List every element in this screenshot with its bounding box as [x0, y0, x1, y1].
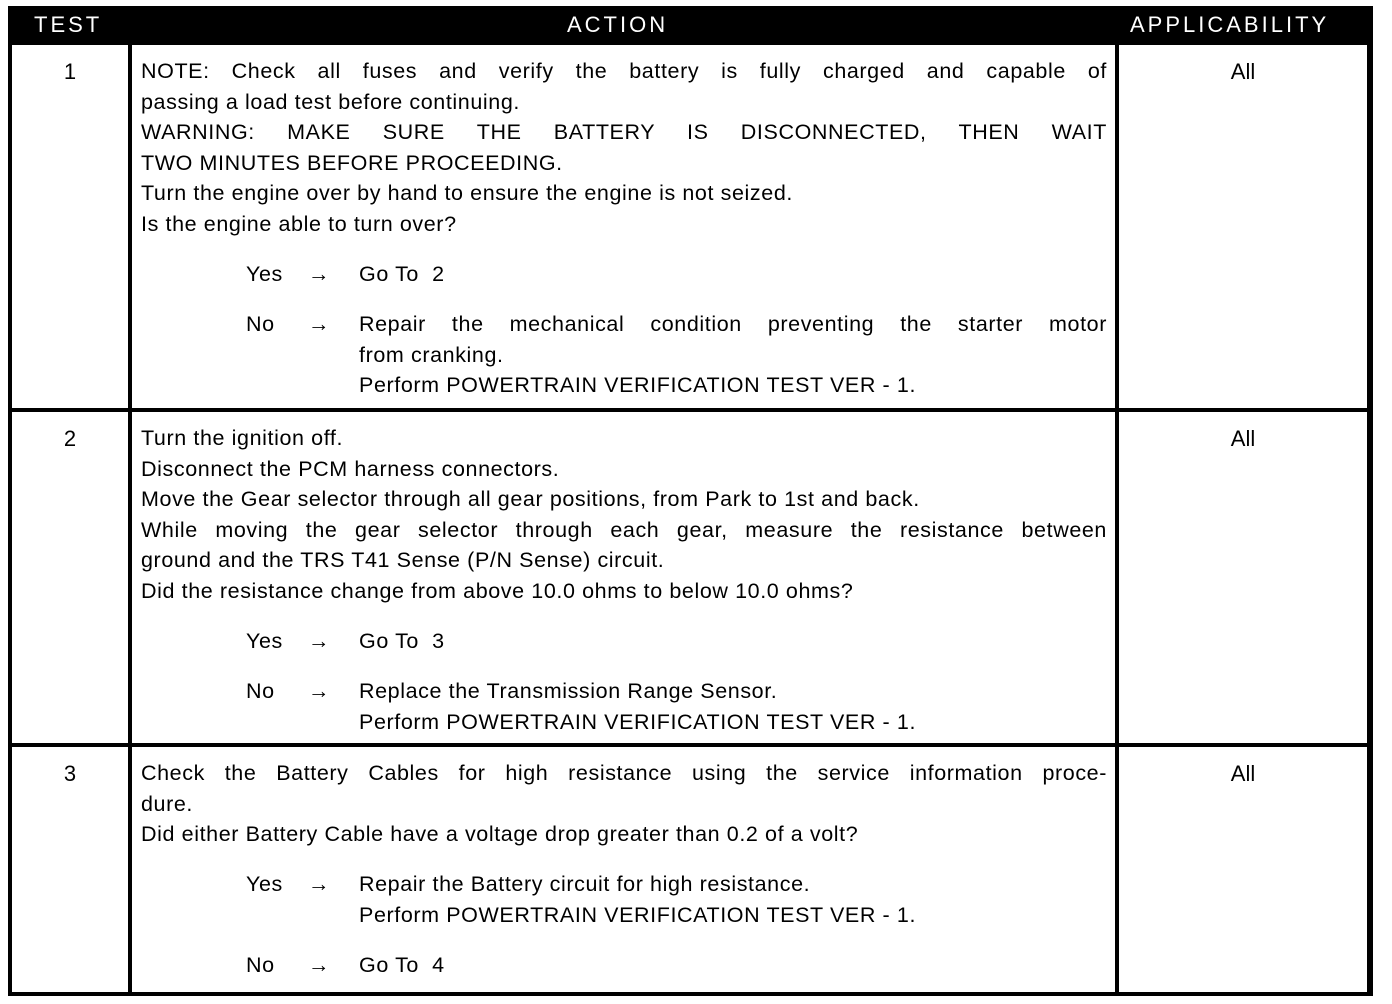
- applicability-cell: [1119, 747, 1367, 992]
- test-cell: [12, 45, 128, 408]
- arrow-icon: →: [308, 629, 331, 653]
- table-row: [8, 45, 1373, 412]
- action-line: Check the Battery Cables for high resistance using the service information proce-: [141, 761, 1107, 785]
- action-text: [141, 423, 1107, 606]
- no-label: No: [246, 953, 275, 977]
- yes-result: [359, 869, 1107, 930]
- arrow-icon: →: [308, 872, 331, 896]
- action-cell: [132, 747, 1115, 992]
- test-table: [8, 6, 1373, 996]
- applicability-value: All: [1230, 761, 1256, 786]
- yes-label: Yes: [246, 629, 283, 653]
- header-test: TEST: [34, 12, 103, 37]
- arrow-icon: →: [308, 312, 331, 336]
- action-line: TWO MINUTES BEFORE PROCEEDING.: [141, 150, 563, 175]
- action-text: [141, 56, 1107, 239]
- yes-result: Go To 2: [359, 262, 445, 286]
- header-action: ACTION: [567, 12, 669, 37]
- arrow-icon: →: [308, 953, 331, 977]
- action-line: Did either Battery Cable have a voltage drop greater than 0.2 of a volt?: [141, 822, 859, 846]
- applicability-cell: [1119, 412, 1367, 743]
- action-line: ground and the TRS T41 Sense (P/N Sense) circuit.: [141, 548, 665, 572]
- yes-label: Yes: [246, 872, 283, 896]
- action-line: Did the resistance change from above 10.0 ohms to below 10.0 ohms?: [141, 578, 854, 603]
- yes-label: Yes: [246, 262, 283, 286]
- table-row: [8, 412, 1373, 747]
- action-line: WARNING: MAKE SURE THE BATTERY IS DISCONNECTED, THEN WAIT: [141, 120, 1107, 144]
- no-label: No: [246, 679, 275, 703]
- table-row: [8, 747, 1373, 996]
- action-line: While moving the gear selector through each gear, measure the resistance between: [141, 517, 1107, 542]
- test-cell: [12, 412, 128, 743]
- result-line: Perform POWERTRAIN VERIFICATION TEST VER - 1.: [359, 373, 917, 397]
- action-text: [141, 758, 1107, 850]
- result-line: Repair the Battery circuit for high resistance.: [359, 872, 811, 896]
- result-line: from cranking.: [359, 342, 504, 367]
- action-cell: [132, 412, 1115, 743]
- arrow-icon: →: [308, 262, 331, 286]
- action-line: Turn the engine over by hand to ensure the engine is not seized.: [141, 181, 793, 205]
- table-header: [8, 6, 1373, 44]
- action-line: Move the Gear selector through all gear positions, from Park to 1st and back.: [141, 487, 920, 511]
- action-line: dure.: [141, 791, 194, 816]
- applicability-cell: [1119, 45, 1367, 408]
- test-number: 3: [63, 761, 77, 786]
- action-line: Is the engine able to turn over?: [141, 211, 457, 236]
- header-applicability: APPLICABILITY: [1130, 12, 1330, 37]
- action-line: NOTE: Check all fuses and verify the battery is fully charged and capable of: [141, 59, 1107, 83]
- result-line: Perform POWERTRAIN VERIFICATION TEST VER - 1.: [359, 902, 917, 927]
- action-line: Turn the ignition off.: [141, 426, 344, 450]
- yes-result: Go To 3: [359, 629, 445, 653]
- test-number: 2: [63, 426, 77, 451]
- result-line: Replace the Transmission Range Sensor.: [359, 679, 778, 703]
- action-line: Disconnect the PCM harness connectors.: [141, 456, 560, 481]
- no-result: [359, 309, 1107, 401]
- no-label: No: [246, 312, 275, 336]
- action-cell: [132, 45, 1115, 408]
- no-result: [359, 676, 1107, 737]
- result-line: Repair the mechanical condition preventing the starter motor: [359, 312, 1107, 336]
- applicability-value: All: [1230, 59, 1256, 84]
- result-line: Perform POWERTRAIN VERIFICATION TEST VER - 1.: [359, 709, 917, 734]
- test-number: 1: [63, 59, 77, 84]
- test-cell: [12, 747, 128, 992]
- action-line: passing a load test before continuing.: [141, 89, 520, 114]
- arrow-icon: →: [308, 679, 331, 703]
- no-result: Go To 4: [359, 953, 445, 977]
- applicability-value: All: [1230, 426, 1256, 451]
